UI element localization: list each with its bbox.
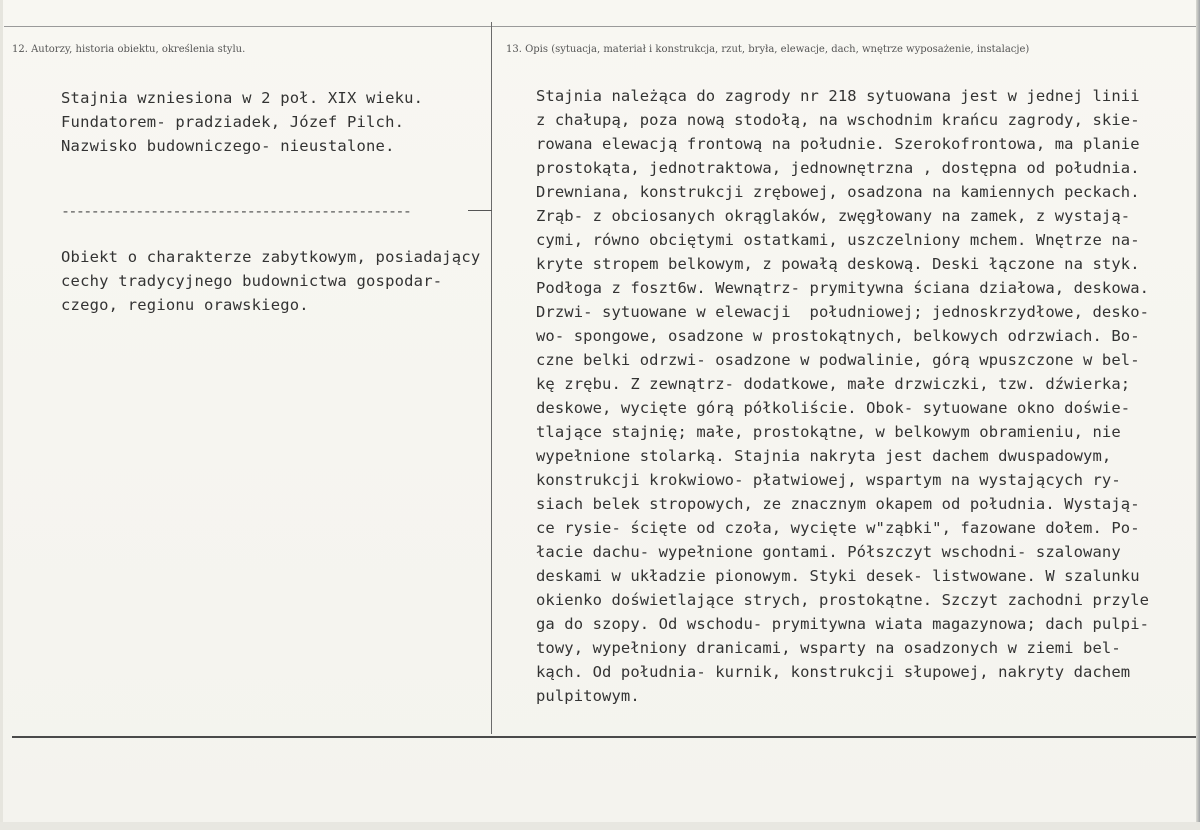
description-line: deskami w układzie pionowym. Styki desek- listwowane. W szalunku: [536, 567, 1140, 585]
description-line: Drzwi- sytuowane w elewacji południowej; jednoskrzydłowe, desko-: [536, 303, 1150, 321]
description-line: kryte stropem belkowym, z powałą deskową. Deski łączone na styk.: [536, 255, 1140, 273]
description-line: ga do szopy. Od wschodu- prymitywna wiata magazynowa; dach pulpi-: [536, 615, 1150, 633]
character-line: cechy tradycyjnego budownictwa gospodar-: [61, 272, 443, 290]
character-line: czego, regionu orawskiego.: [61, 296, 309, 314]
authors-history-text: [61, 86, 423, 158]
character-text: [61, 245, 480, 317]
description-line: kę zrębu. Z zewnątrz- dodatkowe, małe drzwiczki, tzw. dźwierka;: [536, 375, 1131, 393]
description-line: czne belki odrzwi- osadzone w podwalinie, górą wpuszczone w bel-: [536, 351, 1140, 369]
description-line: towy, wypełniony dranicami, wsparty na osadzonych w ziemi bel-: [536, 639, 1121, 657]
section-12-label: 12. Autorzy, historia obiektu, określenia stylu.: [12, 44, 246, 55]
description-line: Stajnia należąca do zagrody nr 218 sytuowana jest w jednej linii: [536, 87, 1140, 105]
description-line: kąch. Od południa- kurnik, konstrukcji słupowej, nakryty dachem: [536, 663, 1131, 681]
description-text: [536, 84, 1149, 708]
bottom-rule: [12, 736, 1198, 738]
description-line: wypełnione stolarką. Stajnia nakryta jest dachem dwuspadowym,: [536, 447, 1112, 465]
description-line: ce rysie- ścięte od czoła, wycięte w"ząbki", fazowane dołem. Po-: [536, 519, 1140, 537]
authors-history-line: Fundatorem- pradziadek, Józef Pilch.: [61, 113, 405, 131]
description-line: konstrukcji krokwiowo- płatwiowej, wspartym na wystających ry-: [536, 471, 1121, 489]
description-line: Drewniana, konstrukcji zrębowej, osadzona na kamiennych peckach.: [536, 183, 1140, 201]
authors-history-line: Stajnia wzniesiona w 2 poł. XIX wieku.: [61, 89, 424, 107]
description-line: pulpitowym.: [536, 687, 640, 705]
description-line: rowana elewacją frontową na południe. Szerokofrontowa, ma planie: [536, 135, 1140, 153]
description-line: łacie dachu- wypełnione gontami. Półszczyt wschodni- szalowany: [536, 543, 1121, 561]
section-13-label: 13. Opis (sytuacja, materiał i konstrukcja, rzut, bryła, elewacje, dach, wnętrze wyposażenie, instalacje): [506, 44, 1030, 55]
authors-history-line: Nazwisko budowniczego- nieustalone.: [61, 137, 395, 155]
top-rule: [4, 26, 1196, 27]
description-line: okienko doświetlające strych, prostokątne. Szczyt zachodni przyle: [536, 591, 1150, 609]
description-line: Podłoga z foszt6w. Wewnątrz- prymitywna ściana działowa, deskowa.: [536, 279, 1150, 297]
description-line: cymi, równo obciętymi ostatkami, uszczelniony mchem. Wnętrze na-: [536, 231, 1140, 249]
card-bottom-edge: [0, 822, 1200, 830]
typed-separator: -----------------------------------------------: [61, 202, 411, 220]
description-line: Zrąb- z obciosanych okrąglaków, zwęgłowany na zamek, z wystają-: [536, 207, 1131, 225]
description-line: tlające stajnię; małe, prostokątne, w belkowym obramieniu, nie: [536, 423, 1121, 441]
separator-rule: [468, 210, 492, 211]
character-line: Obiekt o charakterze zabytkowym, posiadający: [61, 248, 481, 266]
column-divider: [491, 22, 492, 734]
card-right-edge: [1196, 0, 1200, 830]
card-left-edge: [0, 0, 3, 830]
description-line: prostokąta, jednotraktowa, jednownętrzna , dostępna od południa.: [536, 159, 1140, 177]
description-line: siach belek stropowych, ze znacznym okapem od południa. Wystają-: [536, 495, 1140, 513]
description-line: deskowe, wycięte górą półkoliście. Obok- sytuowane okno doświe-: [536, 399, 1131, 417]
description-line: wo- spongowe, osadzone w prostokątnych, belkowych odrzwiach. Bo-: [536, 327, 1140, 345]
description-line: z chałupą, poza nową stodołą, na wschodnim krańcu zagrody, skie-: [536, 111, 1140, 129]
